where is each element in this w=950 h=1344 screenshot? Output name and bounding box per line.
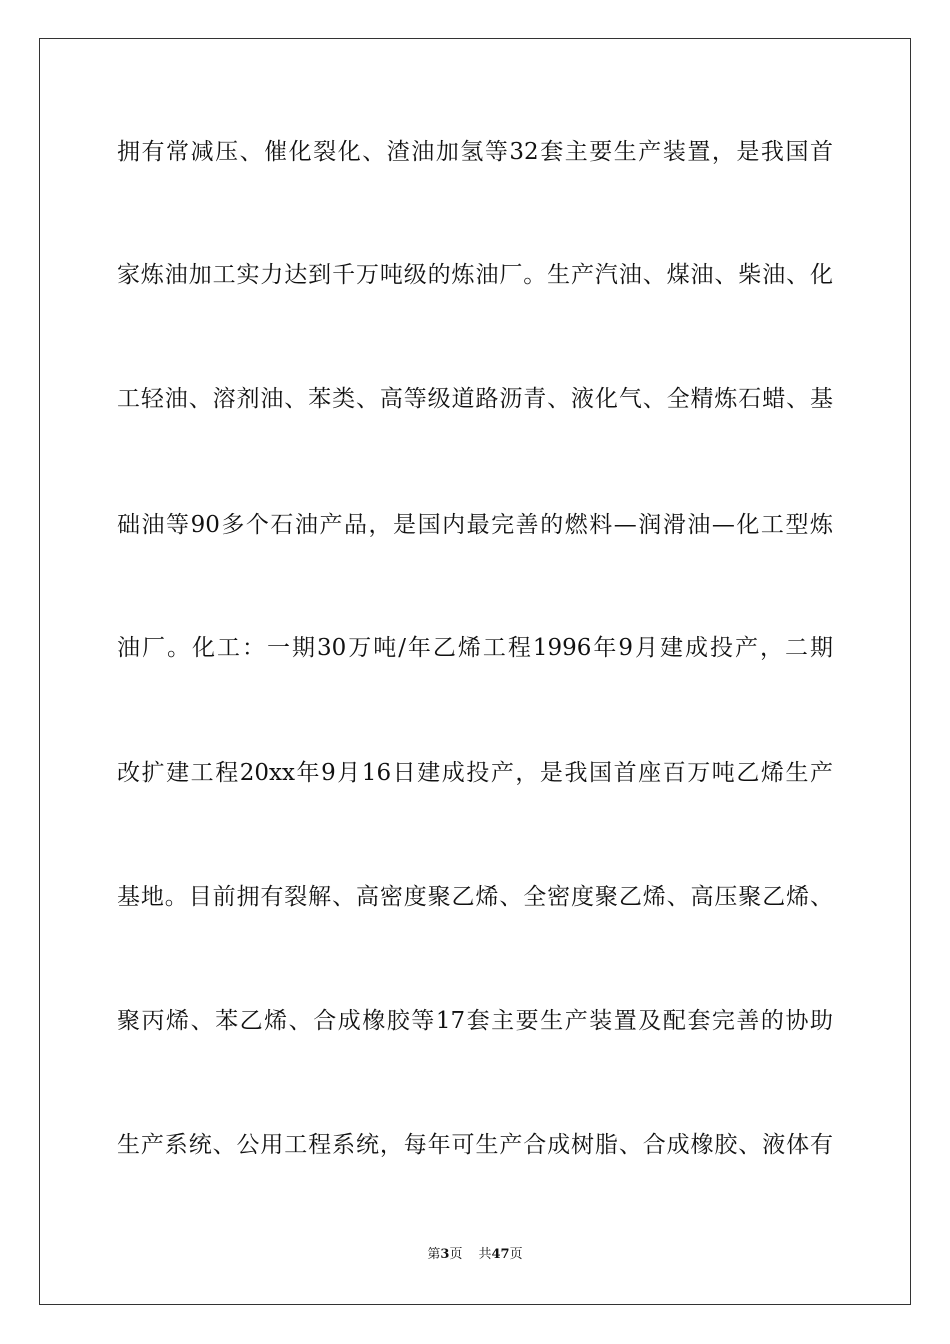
page-border	[39, 38, 911, 1305]
total-prefix: 共	[478, 1247, 492, 1262]
page-suffix: 页	[449, 1247, 463, 1262]
page-prefix: 第	[427, 1247, 441, 1262]
text-line: 聚丙烯、苯乙烯、合成橡胶等17套主要生产装置及配套完善的协助	[117, 1008, 833, 1034]
text-line: 拥有常减压、催化裂化、渣油加氢等32套主要生产装置，是我国首	[117, 139, 833, 165]
total-suffix: 页	[509, 1247, 523, 1262]
text-line: 础油等90多个石油产品，是国内最完善的燃料—润滑油—化工型炼	[117, 512, 833, 538]
text-line: 改扩建工程20xx年9月16日建成投产，是我国首座百万吨乙烯生产	[117, 760, 833, 786]
page-footer	[0, 1246, 950, 1264]
total-pages: 47	[491, 1247, 510, 1262]
text-line: 基地。目前拥有裂解、高密度聚乙烯、全密度聚乙烯、高压聚乙烯、	[117, 884, 833, 910]
text-line: 工轻油、溶剂油、苯类、高等级道路沥青、液化气、全精炼石蜡、基	[117, 386, 833, 412]
page-number: 3	[440, 1247, 450, 1262]
text-line: 家炼油加工实力达到千万吨级的炼油厂。生产汽油、煤油、柴油、化	[117, 262, 833, 288]
text-line: 油厂。化工：一期30万吨/年乙烯工程1996年9月建成投产，二期	[117, 635, 833, 661]
text-line: 生产系统、公用工程系统，每年可生产合成树脂、合成橡胶、液体有	[117, 1132, 833, 1158]
